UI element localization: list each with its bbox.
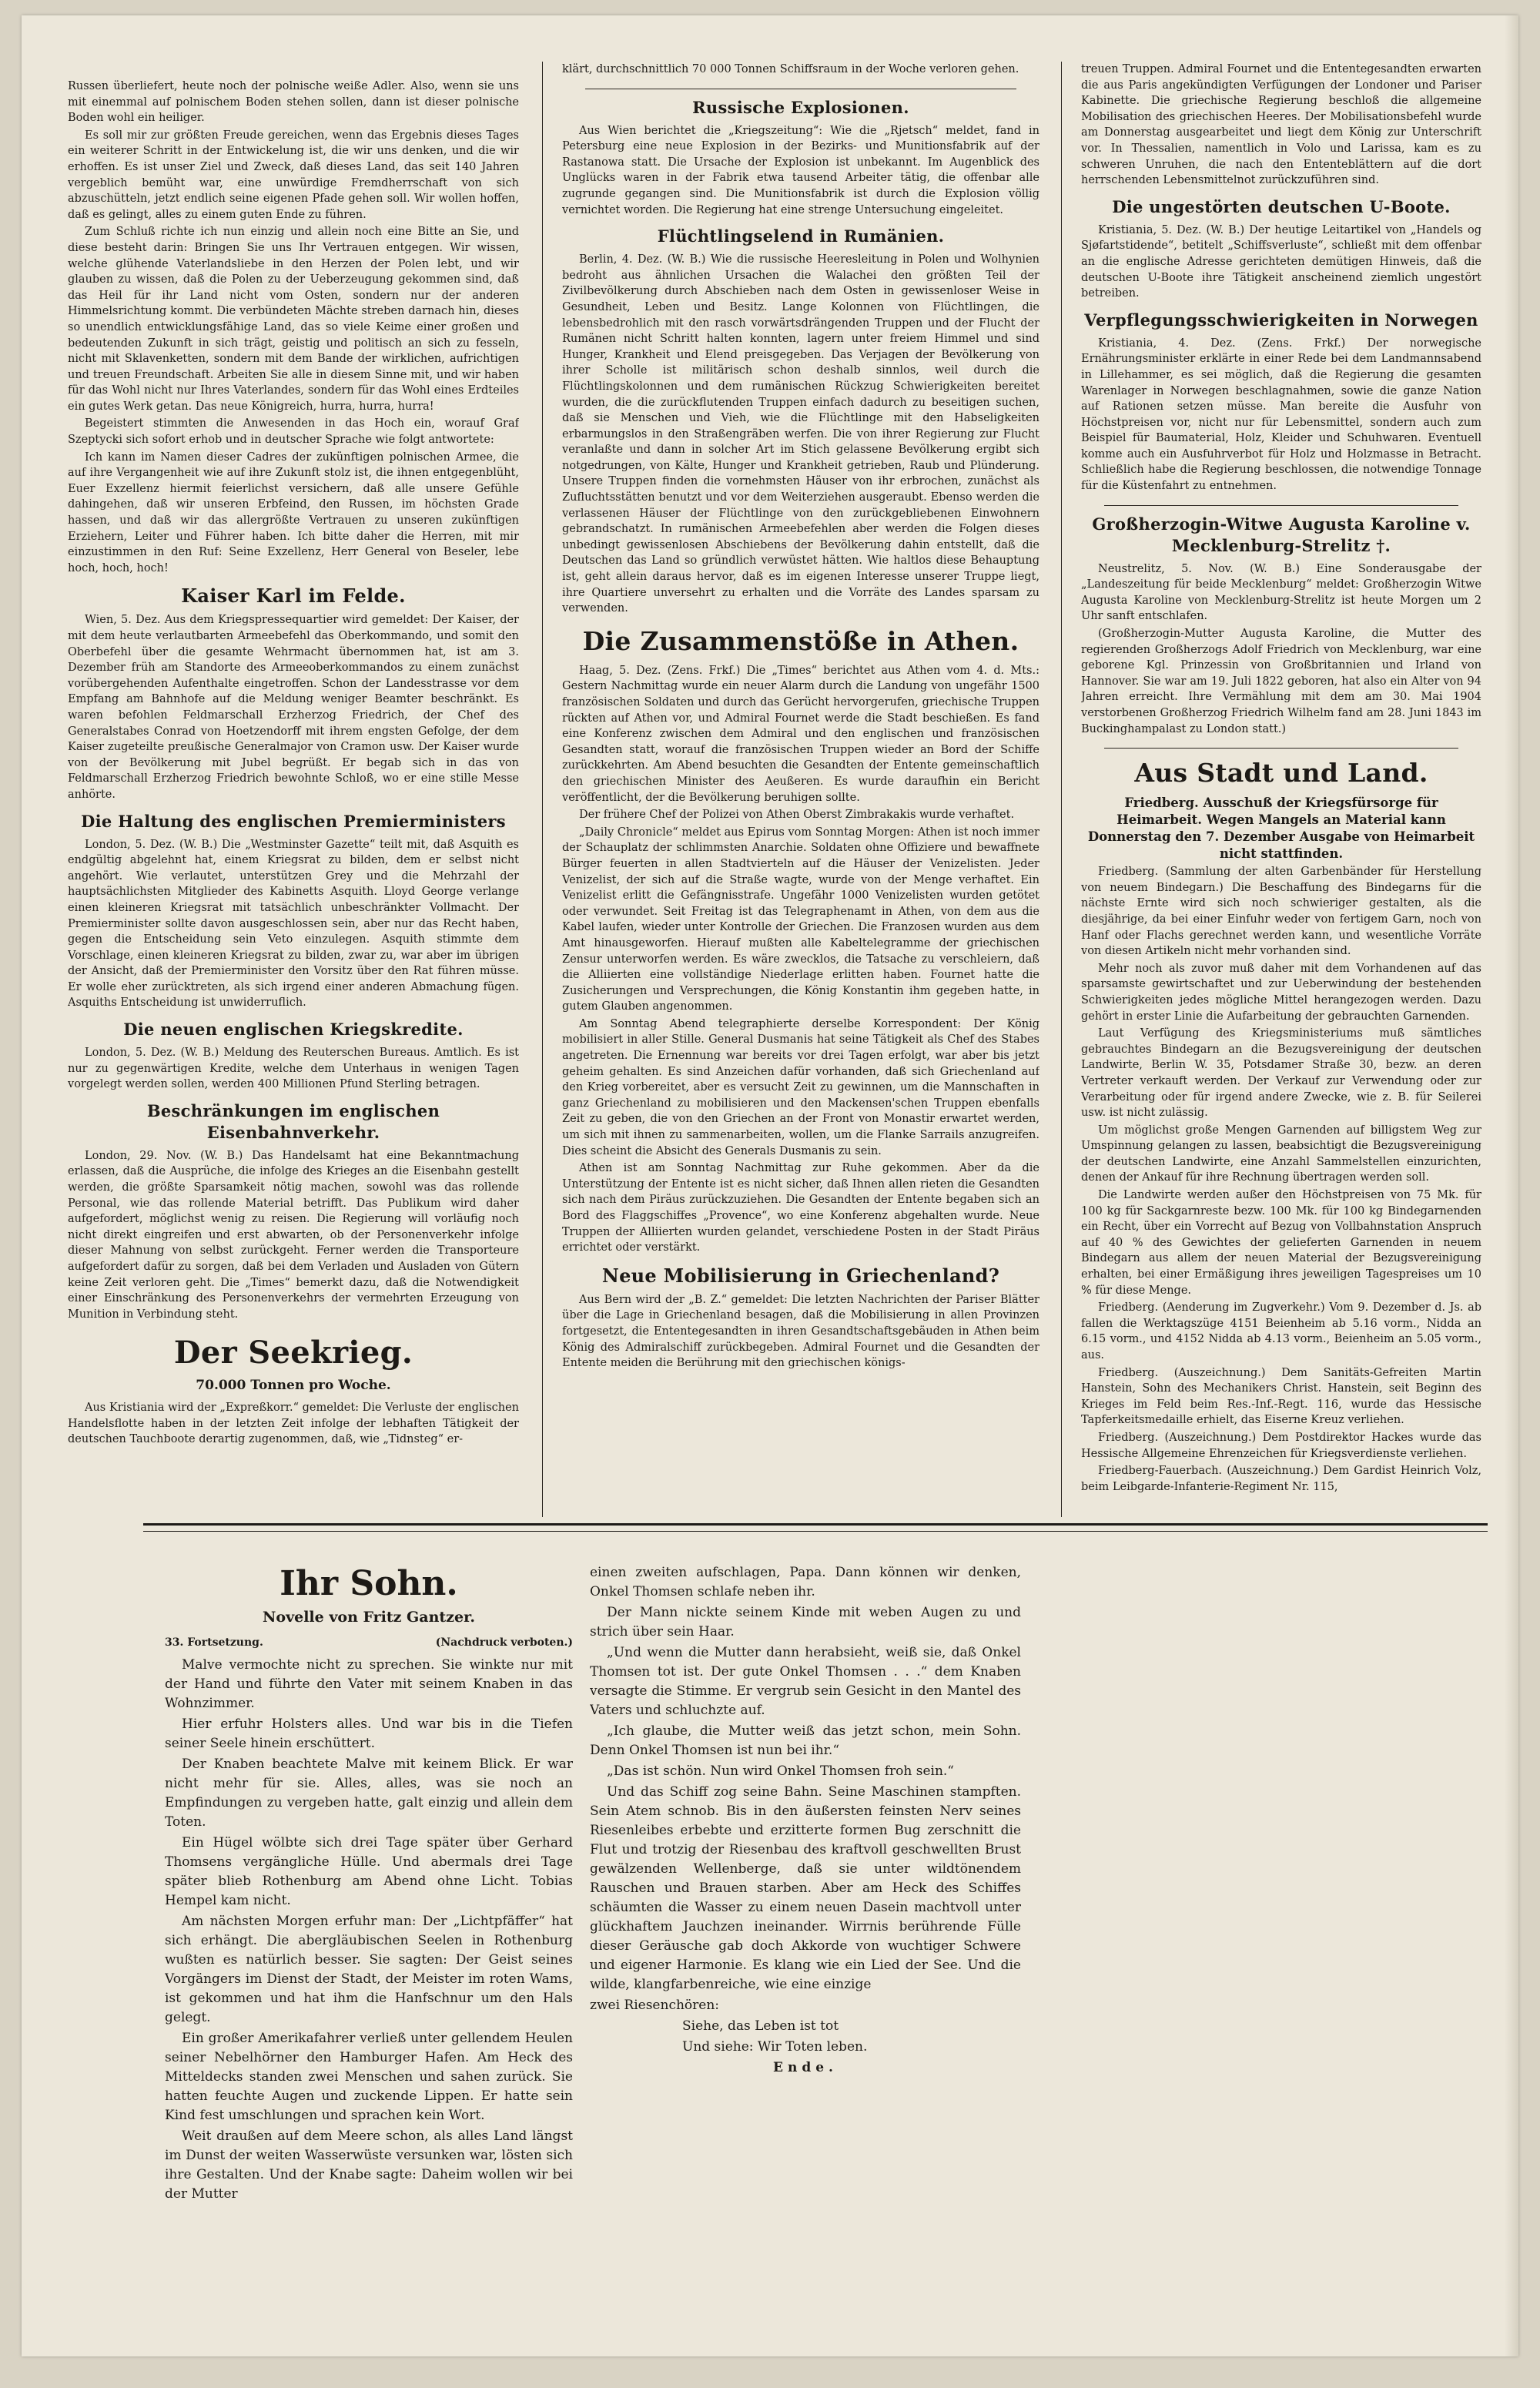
article-paragraph: London, 29. Nov. (W. B.) Das Handelsamt hat eine Bekanntmachung erlassen, daß die Ausprüche, die infolge des Krieges an die Eisenbahn gestellt werden, die größte Sparsamkeit nötig machen, sowohl was das rollende Personal, wie das rollende Material betrifft. Das Publikum wird daher aufgefordert, möglichst wenig zu reisen. Die Regierung will vorläufig noch nicht direkt eingreifen und erst abwarten, ob der Personenverkehr infolge dieser Mahnung von selbst zurückgeht. Ferner werden die Transporteure aufgefordert dafür zu sorgen, daß bei dem Verladen und Ausladen von Gütern keine Zeit verloren geht. Die „Times“ bemerkt dazu, daß die Notwendigkeit einer Einschränkung des Personenverkehrs der vermehrten Erzeugung von Munition in Verbindung steht.	[68, 1149, 519, 1321]
headline-norwegen: Verpflegungsschwierigkeiten in Norwegen	[1084, 310, 1478, 330]
newspaper-page	[22, 15, 1518, 2356]
empty-area	[1046, 1531, 1485, 2339]
article-paragraph: Friedberg. (Sammlung der alten Garbenbänder für Herstellung von neuem Bindegarn.) Die Beschaffung des Bindegarns für die nächste Ernte wird sich noch schwieriger gestalten, als die diesjährige, da bei einer Einfuhr weder von fertigem Garn, noch von Hanf oder Flachs gerechnet werden kann, und wesentliche Vorräte von diesen Artikeln nicht mehr vorhanden sind.	[1081, 866, 1481, 958]
article-paragraph: Die Landwirte werden außer den Höchstpreisen von 75 Mk. für 100 kg für Sackgarnreste bezw. 100 Mk. für 100 kg Bindegarnenden ein Recht, über ein Vorrecht auf Bezug von Vollbahnstation Anspruch auf 40 % des Gewichtes der gelieferten Garnenden in neuem Bindegarn aus allem der neuen Material der Bezugsvereinigung erhalten, bei einer Ermäßigung ihres jeweiligen Tagespreises um 10 % für diese Menge.	[1081, 1189, 1481, 1297]
novel-paragraph: einen zweiten aufschlagen, Papa. Dann können wir denken, Onkel Thomsen schlafe neben ihr.	[590, 1565, 1021, 1599]
article-paragraph: Laut Verfügung des Kriegsministeriums muß sämtliches gebrauchtes Bindegarn an die Bezugsvereinigung der deutschen Landwirte, Berlin W. 35, Potsdamer Straße 30, bezw. an deren Vertreter verkauft werden. Der Verkauf zur Verwendung oder zur Verarbeitung oder für irgend andere Zwecke, wie z. B. für Seilerei usw. ist nicht zulässig.	[1081, 1027, 1481, 1120]
novel-paragraph: Der Mann nickte seinem Kinde mit weben Augen zu und strich über sein Haar.	[590, 1605, 1021, 1639]
headline-haltung-premierminister: Die Haltung des englischen Premierministers	[81, 811, 506, 831]
novel-paragraph: Ein großer Amerikafahrer verließ unter gellendem Heulen seiner Nebelhörner den Hamburger Hafen. Am Heck des Mitteldecks standen zwei Menschen und sahen zurück. Sie hatten feuchte Augen und zuckende Lippen. Er hatte sein Kind fest umschlungen und sprachen kein Wort.	[165, 2031, 573, 2123]
article-paragraph: „Daily Chronicle“ meldet aus Epirus vom Sonntag Morgen: Athen ist noch immer der Schauplatz der schlimmsten Anarchie. Soldaten ohne Offiziere und bewaffnete Bürger feuerten in allen Stadtvierteln auf die Häuser der Venizelisten. Jeder Venizelist, der sich auf die Straße wagte, wurde von der Menge verhaftet. Ein Venizelist erlitt die Gefängnisstrafe. Ungefähr 1000 Venizelisten wurden getötet oder verwundet. Seit Freitag ist das Telegraphenamt in Athen, von dem aus die Kabel laufen, wieder unter Kontrolle der Griechen. Die Franzosen wurden aus dem Amt hinausgeworfen. Hierauf mußten alle Kabeltelegramme der griechischen Zensur unterworfen werden. Es wäre zwecklos, die Tatsache zu verschleiern, daß die Alliierten eine vollständige Niederlage erlitten haben. Fournet hatte die Zusicherungen und Versprechungen, die König Konstantin ihm gegeben hatte, in gutem Glauben angenommen.	[562, 826, 1040, 1013]
headline-fluechtlingselend: Flüchtlingselend in Rumänien.	[657, 226, 945, 246]
article-paragraph: Wien, 5. Dez. Aus dem Kriegspressequartier wird gemeldet: Der Kaiser, der mit dem heute verlautbarten Armeebefehl das Oberkommando, und somit den Oberbefehl über die gesamte Wehrmacht übernommen hat, ist am 3. Dezember früh am Standorte des Armeeoberkommandos zu einem zunächst vorübergehenden Aufenthalte eingetroffen. Schon der Landesstrasse vor dem Empfang am Bahnhofe auf die Meldung weniger Beamter beschränkt. Es waren befohlen Feldmarschall Erzherzog Friedrich, der Chef des Generalstabes Conrad von Hoetzendorff mit ihrem engsten Gefolge, der dem Kaiser zugeteilte preußische Generalmajor von Cramon usw. Der Kaiser wurde von der Bevölkerung mit Jubel begrüßt. Er begab sich in das von Feldmarschall Erzherzog Friedrich bewohnte Schloß, wo er eine stille Messe anhörte.	[68, 614, 519, 801]
headline-eisenbahnverkehr: Beschränkungen im englischen Eisenbahnverkehr.	[146, 1100, 440, 1142]
novel-paragraph: „Ich glaube, die Mutter weiß das jetzt schon, mein Sohn. Denn Onkel Thomsen ist nun bei ihr.“	[590, 1723, 1021, 1758]
divider	[1104, 505, 1458, 506]
novel-paragraph: Hier erfuhr Holsters alles. Und war bis in die Tiefen seiner Seele hinein erschüttert.	[165, 1716, 573, 1751]
article-paragraph: Friedberg. (Aenderung im Zugverkehr.) Vom 9. Dezember d. Js. ab fallen die Werktagszüge 4151 Beienheim ab 5.16 vorm., Nidda an 6.15 vorm., und 4152 Nidda ab 4.13 vorm., Beienheim an 5.05 vorm., aus.	[1081, 1301, 1481, 1361]
novel-column-right	[590, 1563, 1021, 2337]
article-paragraph: Berlin, 4. Dez. (W. B.) Wie die russische Heeresleitung in Polen und Wolhynien bedroht aus ähnlichen Ursachen die Walachei den größten Teil der Zivilbevölkerung durch Abschieben nach dem Osten in gewissenloser Weise in Gesundheit, Leben und Besitz. Lange Kolonnen von Flüchtlingen, die lebensbedrohlich mit den rasch vorwärtsdrängenden Truppen und der Flucht der Rumänen nicht Schritt halten konnten, lagern unter freiem Himmel und sind Hunger, Krankheit und Elend preisgegeben. Das Verjagen der Bevölkerung von ihrer Scholle ist militärisch schon deshalb sinnlos, weil durch die Flüchtlingskolonnen und dem rumänischen Rückzug Schwierigkeiten bereitet wurden, die die zurückflutenden Truppen einfach dadurch zu beseitigen suchen, daß sie Menschen und Vieh, wie die Flüchtlinge mit den Habseligkeiten erbarmungslos in den Straßengräben werfen. Die von ihrer Regierung zur Flucht veranlaßte und dann in solcher Art im Stich gelassene Bevölkerung ergibt sich notgedrungen, von Kälte, Hunger und Krankheit getrieben, Raub und Plünderung. Unsere Truppen finden die vornehmsten Häuser von ihr erbrochen, zunächst als Zufluchtsstätten benutzt und vor dem Weiterziehen ausgeraubt. Ebenso werden die verlassenen Häuser der Flüchtlinge von den zurückgebliebenen Einwohnern gebrandschatzt. In rumänischen Armeebefehlen aber werden die Folgen dieses unbedingt gewissenlosen Abschiebens der Bevölkerung dahin entstellt, daß die Deutschen das Land so gründlich verwüstet hätten. Wie haltlos diese Behauptung ist, geht allein daraus hervor, daß es im eigenen Interesse unserer Truppe liegt, ihre Quartiere unversehrt zu erhalten und die Vorräte des Landes sparsam zu verwenden.	[562, 253, 1040, 615]
novel-paragraph: Weit draußen auf dem Meere schon, als alles Land längst im Dunst der weiten Wasserwüste versunken war, lösten sich ihre Gestalten. Und der Knabe sagte: Daheim wollen wir bei der Mutter	[165, 2128, 573, 2202]
page-edge	[1505, 15, 1518, 2356]
article-paragraph: Um möglichst große Mengen Garnenden auf billigstem Weg zur Umspinnung gelangen zu lassen, beabsichtigt die Bezugsvereinigung der deutschen Landwirte, eine Anzahl Sammelstellen einzurichten, denen der Ankauf für ihre Rechnung übertragen werden soll.	[1081, 1124, 1481, 1184]
article-paragraph: Athen ist am Sonntag Nachmittag zur Ruhe gekommen. Aber da die Unterstützung der Entente ist es nicht sicher, daß Ihnen allen rieten die Gesandten sich nach dem Piräus zurückzuziehen. Die Gesandten der Entente begaben sich an Bord des Flaggschiffes „Provence“, wo eine Konferenz abgehalten wurde. Neue Truppen der Alliierten wurden gelandet, verschiedene Posten in der Stadt Piräus errichtet oder verstärkt.	[562, 1162, 1040, 1254]
notice-heimarbeit: Friedberg. Ausschuß der Kriegsfürsorge für Heimarbeit. Wegen Mangels an Material kann Donnerstag den 7. Dezember Ausgabe von Heimarbeit nicht stattfinden.	[1087, 795, 1475, 862]
column-3	[1081, 62, 1481, 1525]
headline-aus-stadt-und-land: Aus Stadt und Land.	[1134, 758, 1428, 789]
article-paragraph: Neustrelitz, 5. Nov. (W. B.) Eine Sonderausgabe der „Landeszeitung für beide Mecklenburg“ meldet: Großherzogin Witwe Augusta Karoline von Mecklenburg-Strelitz ist heute Morgen um 2 Uhr sanft entschlafen.	[1081, 562, 1481, 623]
headline-seekrieg: Der Seekrieg.	[173, 1335, 413, 1372]
headline-kaiser-karl: Kaiser Karl im Felde.	[181, 584, 406, 608]
novel-end-mark: Ende.	[773, 2060, 838, 2075]
article-paragraph: Am Sonntag Abend telegraphierte derselbe Korrespondent: Der König mobilisiert in aller Stille. General Dusmanis hat seine Tätigkeit als Chef des Stabes angetreten. Die Ernennung war bereits vor drei Tagen erfolgt, war aber bis jetzt geheim gehalten. Es sind Anzeichen dafür vorhanden, daß sich Griechenland auf den Krieg vorbereitet, aber es versucht Zeit zu gewinnen, um die Mannschaften in ganz Griechenland zu mobilisieren und den Mackensen'schen Truppen ebenfalls Zeit zu geben, die von den Griechen an der Front von Monastir erwartet werden, um sich mit ihnen zu sammenarbeiten, wollen, um die Flanke Sarrails anzugreifen. Dies scheint die Absicht des Generals Dusmanis zu sein.	[562, 1017, 1040, 1157]
novel-paragraph: Am nächsten Morgen erfuhr man: Der „Lichtpfäffer“ hat sich erhängt. Die abergläubischen Seelen in Rothenburg wußten es natürlich besser. Sie sagten: Der Geist seines Vorgängers im Dienst der Stadt, der Meister im roten Wams, ist gekommen und hat ihm die Hanfschnur um den Hals gelegt.	[165, 1914, 573, 2025]
article-paragraph: Haag, 5. Dez. (Zens. Frkf.) Die „Times“ berichtet aus Athen vom 4. d. Mts.: Gestern Nachmittag wurde ein neuer Alarm durch die Landung von ungefähr 1500 französischen Soldaten und durch das Gerücht hervorgerufen, griechische Truppen rückten auf Athen vor, und Admiral Fournet werde die Stadt beschießen. Es fand eine Konferenz zwischen dem Admiral und den englischen und französischen Gesandten statt, worauf die französischen Truppen wieder an Bord der Schiffe zurückkehrten. Am Abend besuchten die Gesandten der Entente gemeinschaftlich den griechischen Minister des Aeußeren. Es wurde daraufhin ein Bericht veröffentlicht, der die Bevölkerung beruhigen sollte.	[562, 664, 1040, 804]
article-paragraph: Zum Schluß richte ich nun einzig und allein noch eine Bitte an Sie, und diese besteht darin: Bringen Sie uns Ihr Vertrauen entgegen. Wir wissen, welche glühende Vaterlandsliebe in den Herzen der Polen lebt, und wir glauben zu wissen, daß die Polen zu der Ueberzeugung gekommen sind, daß das Heil für ihr Land nicht vom Osten, sondern nur der anderen Himmelsrichtung kommt. Die verbündeten Mächte streben darnach hin, dieses so unendlich entwicklungsfähige Land, das so viele Keime einer großen und bedeutenden Zukunft in sich trägt, geistig und politisch an sich zu fesseln, nicht mit Sklavenketten, sondern mit dem Bande der wirklichen, aufrichtigen und treuen Freundschaft. Arbeiten Sie alle in diesem Sinne mit, und wir haben für das Wohl nicht nur Ihres Vaterlandes, sondern für das Wohl eines Erdteiles ein gutes Werk getan. Das neue Königreich, hurra, hurra, hurra!	[68, 226, 519, 413]
article-paragraph: Aus Wien berichtet die „Kriegszeitung“: Wie die „Rjetsch“ meldet, fand in Petersburg eine neue Explosion in der Bezirks- und Munitionsfabrik auf der Rastanowa statt. Die Ursache der Explosion ist unbekannt. Im Augenblick des Unglücks waren in der Fabrik etwa tausend Arbeiter tätig, die offenbar alle zugrunde gegangen sind. Die Munitionsfabrik ist durch die Explosion völlig vernichtet worden. Die Regierung hat eine strenge Untersuchung eingeleitet.	[562, 124, 1040, 216]
novel-paragraph: „Und wenn die Mutter dann herabsieht, weiß sie, daß Onkel Thomsen tot ist. Der gute Onkel Thomsen . . .“ dem Knaben versagte die Stimme. Er vergrub sein Gesicht in den Mantel des Vaters und schluchzte auf.	[590, 1645, 1021, 1718]
subheadline-tonnen: 70.000 Tonnen pro Woche.	[196, 1378, 391, 1394]
divider	[1104, 748, 1458, 749]
article-paragraph: Aus Bern wird der „B. Z.“ gemeldet: Die letzten Nachrichten der Pariser Blätter über die Lage in Griechenland besagen, daß die Mobilisierung in allen Provinzen fortgesetzt, die Ententegesandten in ihren Gesandtschaftsgebäuden in Athen beim König des Admiralschiff zurückbegeben. Admiral Fournet und die Gesandten der Entente meiden die Berührung mit den griechischen königs-	[562, 1293, 1040, 1370]
article-paragraph: Ich kann im Namen dieser Cadres der zukünftigen polnischen Armee, die auf ihre Vergangenheit wie auf ihre Zukunft stolz ist, die ihnen entgegenblüht, Euer Exzellenz hiermit feierlichst versichern, daß alle unsere Gefühle dahingehen, daß wir unseren Erbfeind, den Russen, im höchsten Grade hassen, und daß wir das allergrößte Vertrauen zu unseren zukünftigen Erziehern, Leiter und Führer haben. Ich bitte daher die Herren, mit mir einzustimmen in den Ruf: Seine Exzellenz, Herr General von Beseler, lebe hoch, hoch, hoch!	[68, 450, 519, 574]
novel-paragraph: zwei Riesenchören:	[590, 1998, 720, 2013]
novel-meta	[165, 1633, 573, 1653]
article-paragraph: treuen Truppen. Admiral Fournet und die Ententegesandten erwarten die aus Paris angekündigten Verfügungen der Londoner und Pariser Kabinette. Die griechische Regierung beschloß die allgemeine Mobilisation des griechischen Heeres. Der Mobilisationsbefehl wurde am Donnerstag ausgearbeitet und liegt dem König zur Unterschrift vor. In Thessalien, namentlich in Volo und Larissa, kam es zu schweren Unruhen, die nach den Ententeblättern auf die dort herrschenden Lebensmittelnot zurückzuführen sind.	[1081, 63, 1481, 187]
poem-line: Siehe, das Leben ist tot	[682, 2018, 839, 2034]
column-2	[562, 62, 1040, 1517]
novel-paragraph: Und das Schiff zog seine Bahn. Seine Maschinen stampften. Sein Atem schnob. Bis in den äußersten feinsten Nerv seines Riesenleibes erbebte und erzitterte formen Bug zerschnitt die Flut und trotzig der Riesenbau des kraftvoll geschwellten Brust gewälzenden Wellenberge, daß sie unter wildtönendem Rauschen und Brauen starben. Aber am Heck des Schiffes schäumten die Wasser zu einem neuen Dasein machtvoll unter glückhaftem Jauchzen ineinander. Wirrnis berührende Fülle dieser Geräusche gab doch Akkorde von wuchtiger Schwere und eigener Harmonie. Es klang wie ein Lied der See. Und die wilde, klangfarbenreiche, wie eine einzige	[590, 1784, 1021, 1992]
headline-kriegskredite: Die neuen englischen Kriegskredite.	[123, 1020, 464, 1040]
headline-russische-explosionen: Russische Explosionen.	[692, 97, 909, 117]
article-paragraph: Russen überliefert, heute noch der polnische weiße Adler. Also, wenn sie uns mit einemmal auf polnischem Boden stehen sollen, dann ist dieser polnische Boden wohl ein heiliger.	[68, 80, 519, 125]
article-paragraph: London, 5. Dez. (W. B.) Meldung des Reuterschen Bureaus. Amtlich. Es ist nur zu gegenwärtigen Kredite, welche dem Unterhaus in wenigen Tagen vorgelegt werden sollen, werden 400 Millionen Pfund Sterling betragen.	[68, 1047, 519, 1091]
article-paragraph: Friedberg-Fauerbach. (Auszeichnung.) Dem Gardist Heinrich Volz, beim Leibgarde-Infanterie-Regiment Nr. 115,	[1081, 1465, 1481, 1493]
installment-label: 33. Fortsetzung.	[165, 1636, 263, 1649]
article-paragraph: Aus Kristiania wird der „Expreßkorr.“ gemeldet: Die Verluste der englischen Handelsflotte haben in der letzten Zeit infolge der lebhaften Tätigkeit der deutschen Tauchboote derartig zugenommen, daß, wie „Tidnsteg“ er-	[68, 1401, 519, 1446]
novel-paragraph: Ein Hügel wölbte sich drei Tage später über Gerhard Thomsens vergängliche Hülle. Und abermals drei Tage später blieb Rothenburg am Abend ohne Licht. Tobias Hempel kam nicht.	[165, 1835, 573, 1908]
article-paragraph: Begeistert stimmten die Anwesenden in das Hoch ein, worauf Graf Szeptycki sich sofort erhob und in deutscher Sprache wie folgt antwortete:	[68, 417, 519, 447]
headline-mobilisierung: Neue Mobilisierung in Griechenland?	[601, 1264, 1000, 1287]
novel-column-left	[165, 1563, 573, 2337]
column-divider	[1061, 62, 1062, 1517]
headline-u-boote: Die ungestörten deutschen U-Boote.	[1112, 196, 1451, 216]
headline-augusta-karoline: Großherzogin-Witwe Augusta Karoline v. Mecklenburg-Strelitz †.	[1092, 514, 1471, 555]
article-paragraph: Kristiania, 4. Dez. (Zens. Frkf.) Der norwegische Ernährungsminister erklärte in einer Rede bei dem Landmannsabend in Lillehammer, es sei möglich, daß die Regierung die gesamten Warenlager in Norwegen beschlagnahmen, sowie die ganze Nation auf Rationen setzen müsse. Man bereite die Ausfuhr von Höchstpreisen vor, nicht nur für Lebensmittel, sondern auch zum Beispiel für Baumaterial, Holz, Kleider und Schuhwaren. Eventuell komme auch ein Ausfuhrverbot für Holz und Holzmasse in Betracht. Schließlich habe die Regierung beschlossen, die notwendige Tonnage für die Küstenfahrt zu entnehmen.	[1081, 337, 1481, 493]
article-paragraph: Der frühere Chef der Polizei von Athen Oberst Zimbrakakis wurde verhaftet.	[579, 809, 1015, 822]
novel-paragraph: „Das ist schön. Nun wird Onkel Thomsen froh sein.“	[607, 1763, 954, 1779]
novel-author: Novelle von Fritz Gantzer.	[263, 1609, 475, 1626]
novel-paragraph: Malve vermochte nicht zu sprechen. Sie winkte nur mit der Hand und führte den Vater mit seinem Knaben in das Wohnzimmer.	[165, 1657, 573, 1711]
novel-title: Ihr Sohn.	[280, 1564, 458, 1603]
article-paragraph: Kristiania, 5. Dez. (W. B.) Der heutige Leitartikel von „Handels og Sjøfartstidende“, betitelt „Schiffsverluste“, schließt mit dem offenbar an die englische Adresse gerichteten demütigen Hinweis, daß die deutschen U-Boote ihre Tätigkeit anscheinend ziemlich ungestört betreiben.	[1081, 223, 1481, 300]
column-divider	[542, 62, 543, 1517]
article-paragraph: (Großherzogin-Mutter Augusta Karoline, die Mutter des regierenden Großherzogs Adolf Friedrich von Mecklenburg, war eine geborene Kgl. Prinzessin von Großbritannien und Irland von Hannover. Sie war am 19. Juli 1822 geboren, hat also ein Alter von 94 Jahren erreicht. Ihre Vermählung mit dem am 30. Mai 1904 verstorbenen Großherzog Friedrich Wilhelm fand am 28. Juni 1843 im Buckinghampalast zu London statt.)	[1081, 628, 1481, 735]
poem-line: Und siehe: Wir Toten leben.	[682, 2039, 868, 2055]
article-paragraph: Es soll mir zur größten Freude gereichen, wenn das Ergebnis dieses Tages ein weiterer Schritt in der Entwickelung ist, die wir uns denken, und die wir erhoffen. Es ist unser Ziel und Zweck, daß dieses Land, das seit 140 Jahren vergeblich bemüht war, eine unwürdige Fremdherrschaft von sich abzuschütteln, jetzt endlich seine eigenen Pfade gehen soll. Wir wollen hoffen, daß es gelingt, alles zu einem guten Ende zu führen.	[68, 129, 519, 221]
article-paragraph: Friedberg. (Auszeichnung.) Dem Postdirektor Hackes wurde das Hessische Allgemeine Ehrenzeichen für Kriegsverdienste verliehen.	[1081, 1431, 1481, 1460]
novel-paragraph: Der Knaben beachtete Malve mit keinem Blick. Er war nicht mehr für sie. Alles, alles, was sie noch an Empfindungen zu vergeben hatte, galt einzig und allein dem Toten.	[165, 1757, 573, 1830]
article-paragraph: Friedberg. (Auszeichnung.) Dem Sanitäts-Gefreiten Martin Hanstein, Sohn des Mechanikers Christ. Hanstein, seit Beginn des Krieges im Feld beim Res.-Inf.-Regt. 116, wurde das Hessische Tapferkeitsmedaille erhielt, das Eiserne Kreuz verliehen.	[1081, 1366, 1481, 1427]
article-paragraph: Mehr noch als zuvor muß daher mit dem Vorhandenen auf das sparsamste gewirtschaftet und zur Ueberwindung der bestehenden Schwierigkeiten jedes mögliche Mittel herangezogen werden. Dazu gehört in erster Linie die Aufarbeitung der gebrauchten Garnenden.	[1081, 962, 1481, 1023]
headline-zusammenstoesse-athen: Die Zusammenstöße in Athen.	[582, 625, 1019, 656]
article-paragraph: klärt, durchschnittlich 70 000 Tonnen Schiffsraum in der Woche verloren gehen.	[562, 63, 1019, 75]
rights-label: (Nachdruck verboten.)	[435, 1636, 573, 1649]
column-1	[68, 79, 519, 1517]
article-paragraph: London, 5. Dez. (W. B.) Die „Westminster Gazette“ teilt mit, daß Asquith es endgültig abgelehnt hat, einem Kriegsrat zu bilden, dem er selbst nicht angehört. Wie verlautet, unterstützen Grey und die Mehrzahl der hauptsächlichsten Mitglieder des Kabinetts Asquith. Lloyd George verlange einen kleineren Kriegsrat mit tatsächlich unbeschränkter Vollmacht. Der Premierminister sollte davon ausgeschlossen sein, aber nur das Recht haben, gegen die Entscheidung sein Veto einzulegen. Asquith stimmte dem Vorschlage, einen kleineren Kriegsrat zu bilden, zwar zu, war aber im übrigen der Ansicht, daß der Premierminister den Vorsitz über den Rat führen müsse. Er wolle eher zurücktreten, als sich irgend einer anderen Abmachung fügen. Asquiths Entscheidung ist unwiderruflich.	[68, 838, 519, 1010]
